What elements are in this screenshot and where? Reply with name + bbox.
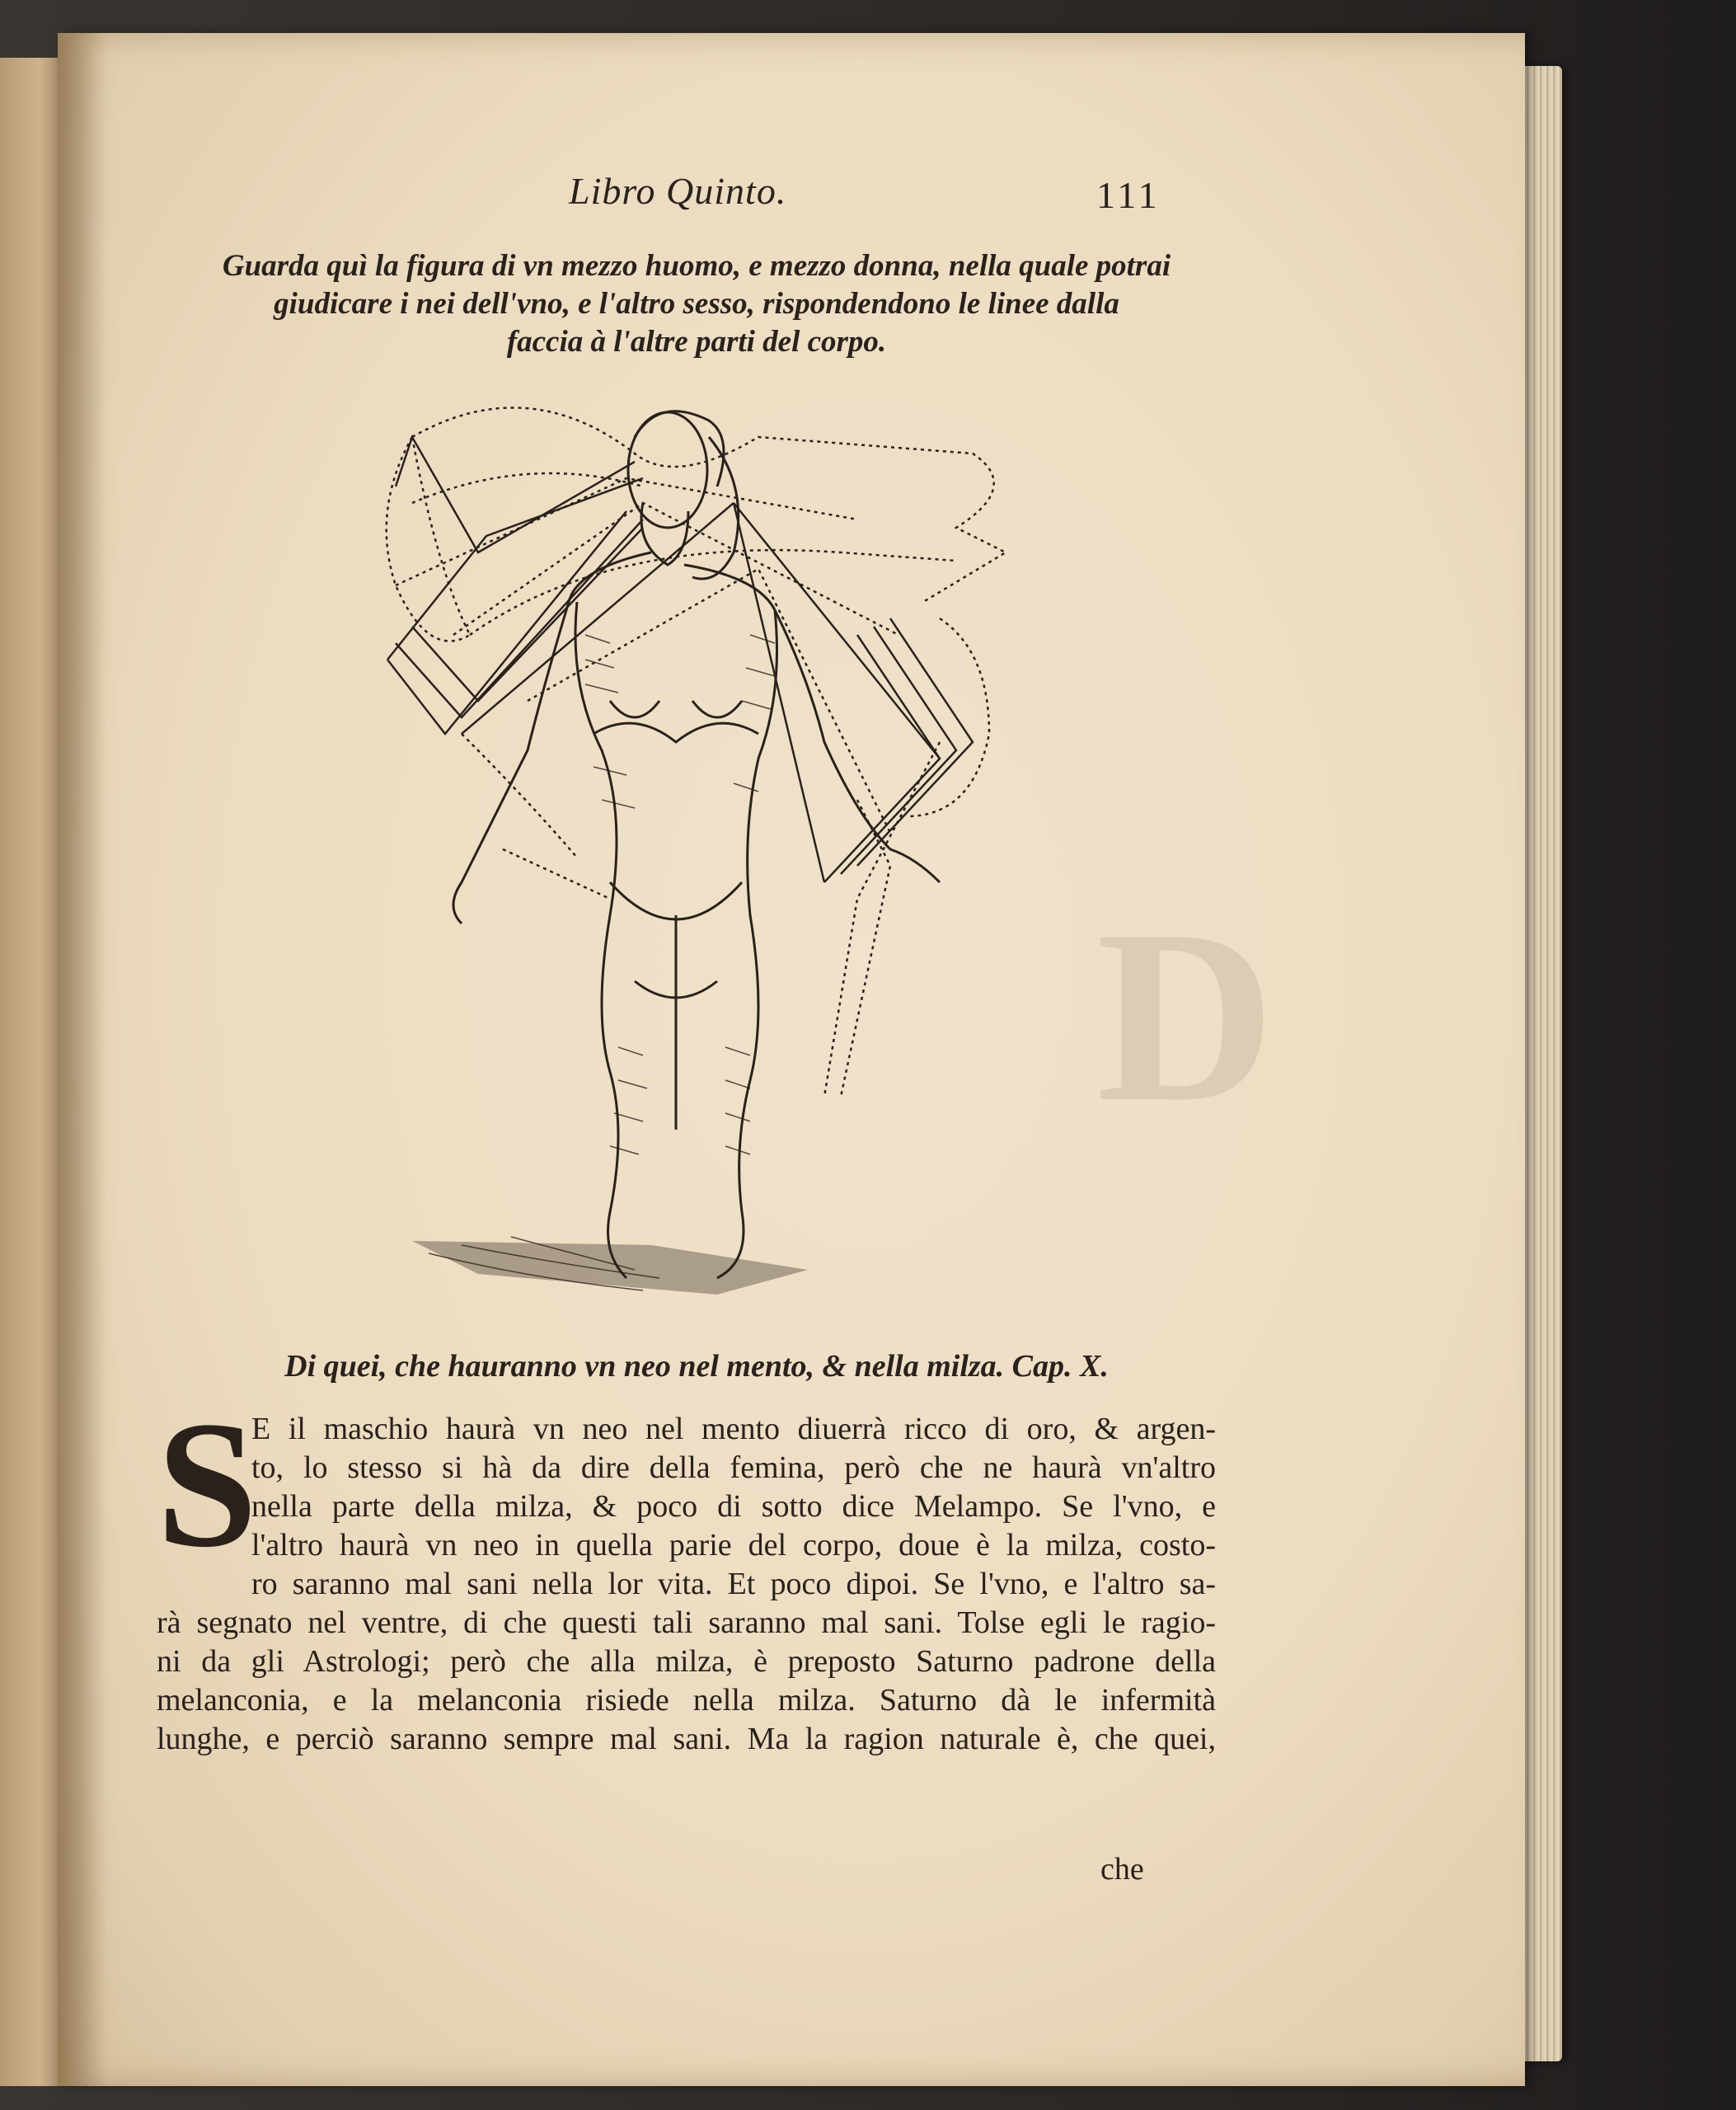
show-through-letter: D xyxy=(1096,879,1275,1153)
page-number: 111 xyxy=(1096,174,1161,216)
body-line: nella parte della milza, & poco di sotto dice Melampo. Se l'vno, e xyxy=(251,1489,1216,1524)
body-paragraph-indented xyxy=(251,1410,1216,1604)
caption-line: Guarda quì la figura di vn mezzo huomo, e mezzo donna, nella quale potrai xyxy=(222,249,1171,283)
figure-caption xyxy=(165,247,1228,361)
body-line: lunghe, e perciò saranno sempre mal sani. Ma la ragion naturale è, che quei, xyxy=(157,1722,1216,1756)
woodcut-human-figure-with-lines-icon xyxy=(363,388,1039,1319)
caption-line: giudicare i nei dell'vno, e l'altro sesso, rispondendono le linee dalla xyxy=(274,287,1119,321)
woodcut-figure xyxy=(363,388,1039,1319)
body-line: to, lo stesso si hà da dire della femina, però che ne haurà vn'altro xyxy=(251,1450,1216,1485)
catchword: che xyxy=(1100,1852,1144,1887)
body-paragraph-full xyxy=(157,1604,1216,1759)
body-line: ni da gli Astrologi; però che alla milza, è preposto Saturno padrone della xyxy=(157,1644,1216,1679)
caption-line: faccia à l'altre parti del corpo. xyxy=(506,325,887,359)
drop-cap: S xyxy=(157,1384,258,1585)
body-line: E il maschio haurà vn neo nel mento diuerrà ricco di oro, & argen- xyxy=(251,1412,1216,1446)
running-header-title: Libro Quinto. xyxy=(569,170,787,212)
chapter-heading: Di quei, che hauranno vn neo nel mento, & nella milza. Cap. X. xyxy=(284,1349,1109,1384)
body-line: l'altro haurà vn neo in quella parie del corpo, doue è la milza, costo- xyxy=(251,1528,1216,1563)
body-line: ro saranno mal sani nella lor vita. Et poco dipoi. Se l'vno, e l'altro sa- xyxy=(251,1567,1216,1601)
body-line: melanconia, e la melanconia risiede nella milza. Saturno dà le infermità xyxy=(157,1683,1216,1718)
body-line: rà segnato nel ventre, di che questi tali saranno mal sani. Tolse egli le ragio- xyxy=(157,1605,1216,1640)
